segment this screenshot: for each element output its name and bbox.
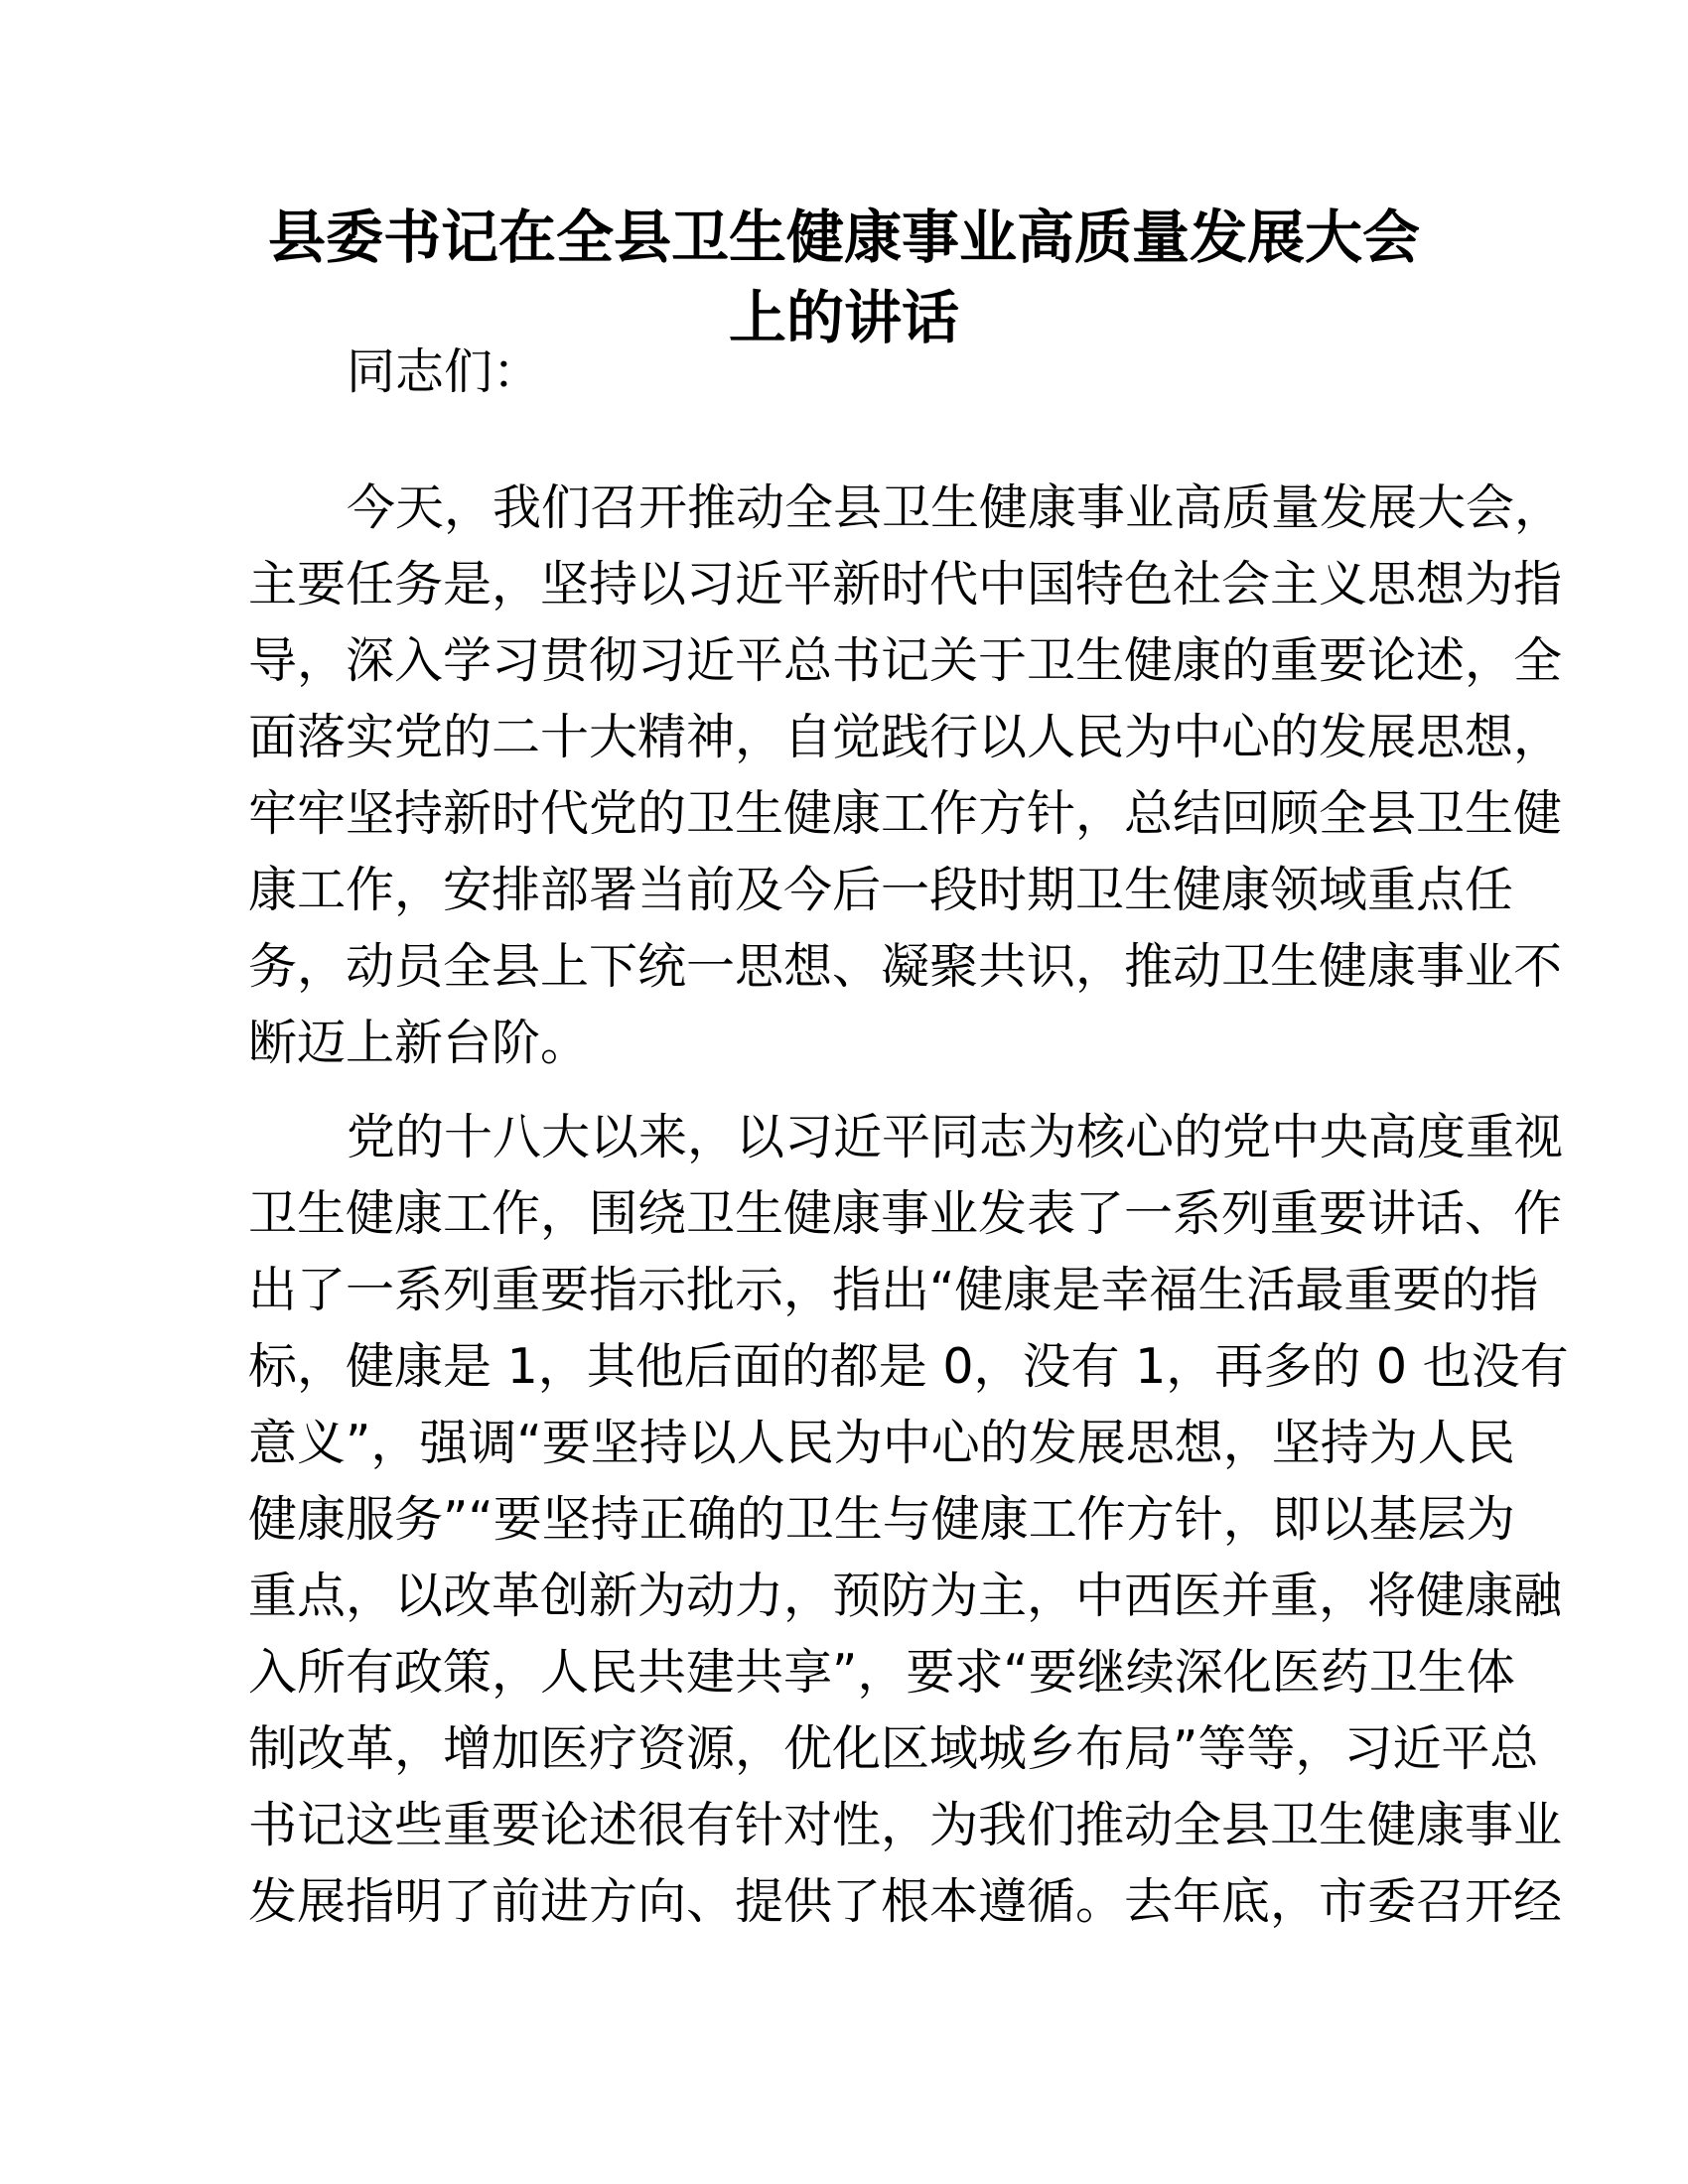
paragraph-line: 发展指明了前进方向、提供了根本遵循。去年底，市委召开经	[248, 1873, 1563, 1930]
greeting	[248, 334, 1428, 410]
paragraph-line: 牢牢坚持新时代党的卫生健康工作方针，总结回顾全县卫生健	[248, 785, 1563, 842]
paragraph-line: 导，深入学习贯彻习近平总书记关于卫生健康的重要论述，全	[248, 632, 1563, 689]
paragraph-line: 标，健康是 1，其他后面的都是 0，没有 1，再多的 0 也没有	[248, 1338, 1569, 1395]
title-line: 县委书记在全县卫生健康事业高质量发展大会	[267, 204, 1420, 271]
paragraph	[248, 470, 1564, 1081]
paragraph-line: 书记这些重要论述很有针对性，为我们推动全县卫生健康事业	[248, 1797, 1563, 1853]
document-body	[248, 334, 1569, 1940]
title-line: 上的讲话	[728, 284, 959, 351]
paragraph-line: 卫生健康工作，围绕卫生健康事业发表了一系列重要讲话、作	[248, 1185, 1563, 1242]
paragraph-line: 断迈上新台阶。	[248, 1015, 590, 1071]
paragraph-line: 面落实党的二十大精神，自觉践行以人民为中心的发展思想，	[248, 709, 1563, 765]
paragraph-line: 意义”，强调“要坚持以人民为中心的发展思想，坚持为人民	[248, 1415, 1515, 1471]
paragraph-line: 重点，以改革创新为动力，预防为主，中西医并重，将健康融	[248, 1568, 1563, 1624]
paragraph-line: 党的十八大以来，以习近平同志为核心的党中央高度重视	[347, 1109, 1564, 1165]
paragraph-line: 制改革，增加医疗资源，优化区域城乡布局”等等，习近平总	[248, 1720, 1539, 1777]
paragraph	[248, 1099, 1569, 1940]
paragraph-line: 主要任务是，坚持以习近平新时代中国特色社会主义思想为指	[248, 556, 1563, 613]
paragraph-line: 出了一系列重要指示批示，指出“健康是幸福生活最重要的指	[248, 1262, 1539, 1318]
paragraph-line: 务，动员全县上下统一思想、凝聚共识，推动卫生健康事业不	[248, 938, 1563, 995]
paragraph-line: 健康服务”“要坚持正确的卫生与健康工作方针，即以基层为	[248, 1491, 1515, 1548]
paragraph-line: 入所有政策，人民共建共享”，要求“要继续深化医药卫生体	[248, 1644, 1515, 1701]
greeting-text: 同志们：	[347, 343, 542, 400]
paragraph-line: 今天，我们召开推动全县卫生健康事业高质量发展大会，	[347, 479, 1564, 536]
paragraph-line: 康工作，安排部署当前及今后一段时期卫生健康领域重点任	[248, 862, 1514, 918]
